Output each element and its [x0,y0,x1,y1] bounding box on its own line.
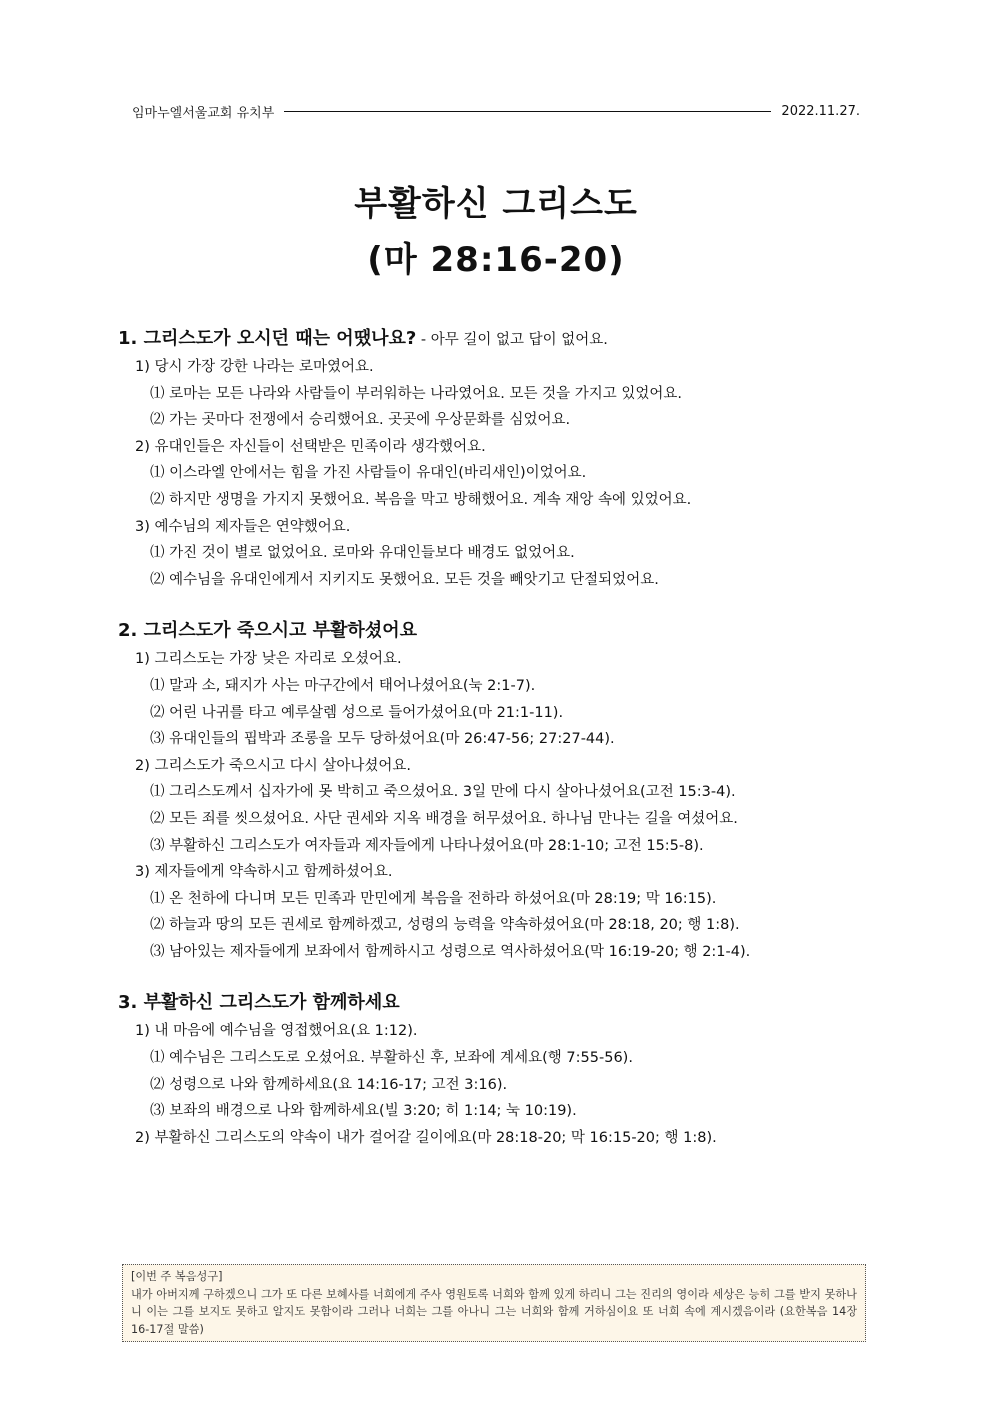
header-rule [284,111,771,112]
outline-subpoint: ⑴ 로마는 모든 나라와 사람들이 부러워하는 나라였어요. 모든 것을 가지고 있었어요. [150,385,683,402]
outline-subpoint: ⑵ 성령으로 나와 함께하세요(요 14:16-17; 고전 3:16). [150,1076,508,1093]
outline-subpoint: ⑶ 부활하신 그리스도가 여자들과 제자들에게 나타나셨어요(마 28:1-10; 고전 15:5-8). [150,837,704,854]
outline-subpoint: ⑵ 어린 나귀를 타고 예루살렘 성으로 들어가셨어요(마 21:1-11). [150,704,564,721]
outline-subpoint: ⑴ 예수님은 그리스도로 오셨어요. 부활하신 후, 보좌에 계세요(행 7:55-56). [150,1050,633,1067]
header-date: 2022.11.27. [781,103,860,119]
outline-subpoint: ⑴ 그리스도께서 십자가에 못 박히고 죽으셨어요. 3일 만에 다시 살아나셨어요(고전 15:3-4). [150,784,736,801]
outline-subpoint: ⑶ 남아있는 제자들에게 보좌에서 함께하시고 성령으로 역사하셨어요(막 16:19-20; 행 2:1-4). [150,943,751,960]
outline-subpoint: ⑶ 유대인들의 핍박과 조롱을 모두 당하셨어요(마 26:47-56; 27:27-44). [150,731,615,748]
outline-subpoint: ⑵ 가는 곳마다 전쟁에서 승리했어요. 곳곳에 우상문화를 심었어요. [150,412,571,429]
outline-subpoint: ⑴ 가진 것이 별로 없었어요. 로마와 유대인들보다 배경도 없었어요. [150,545,575,562]
section-title: 2. 그리스도가 죽으시고 부활하셨어요 [118,620,417,642]
section-heading [118,988,878,1018]
outline-subpoint: ⑵ 예수님을 유대인에게서 지키지도 못했어요. 모든 것을 빼앗기고 단절되었어요. [150,571,659,588]
section-note: - 아무 길이 없고 답이 없어요. [416,332,608,348]
section-heading [118,616,878,646]
outline-point: 1) 당시 가장 강한 나라는 로마였어요. [135,359,374,375]
church-name: 임마누엘서울교회 유치부 [132,105,275,121]
outline-section [118,988,878,1151]
outline-subpoint: ⑴ 이스라엘 안에서는 힘을 가진 사람들이 유대인(바리새인)이었어요. [150,465,587,482]
outline-subpoint: ⑴ 온 천하에 다니며 모든 민족과 만민에게 복음을 전하라 하셨어요(마 28:19; 막 16:15). [150,890,717,907]
outline-point: 2) 부활하신 그리스도의 약속이 내가 걸어갈 길이에요(마 28:18-20; 막 16:15-20; 행 1:8). [135,1129,717,1146]
section-title: 1. 그리스도가 오시던 때는 어땠나요? [118,328,417,349]
outline-point: 1) 그리스도는 가장 낮은 자리로 오셨어요. [135,651,402,668]
sermon-title: 부활하신 그리스도 [354,184,638,224]
memory-verse-title: [이번 주 복음성구] [131,1270,223,1283]
outline-subpoint: ⑶ 보좌의 배경으로 나와 함께하세요(빌 3:20; 히 1:14; 눅 10:19). [150,1103,577,1120]
outline-point: 3) 예수님의 제자들은 연약했어요. [135,518,351,535]
sermon-outline [118,324,878,1174]
outline-subpoint: ⑵ 모든 죄를 씻으셨어요. 사단 권세와 지옥 배경을 허무셨어요. 하나님 만나는 길을 여셨어요. [150,810,738,827]
outline-subpoint: ⑵ 하지만 생명을 가지지 못했어요. 복음을 막고 방해했어요. 계속 재앙 속에 있었어요. [150,491,692,508]
outline-subpoint: ⑴ 말과 소, 돼지가 사는 마구간에서 태어나셨어요(눅 2:1-7). [150,677,536,694]
memory-verse-text: 내가 아버지께 구하겠으니 그가 또 다른 보혜사를 너희에게 주사 영원토록 너희와 함께 있게 하리니 그는 진리의 영이라 세상은 능히 그를 받지 못하나니 이는 그를 보지도 못하고 알지도 못함이라 그러나 너희는 그를 아나니 그는 너희와 함께 거하심이요 또 너희 속에 계시겠음이라 (요한복음 14장 16-17절 말씀) [131,1287,857,1336]
outline-subpoint: ⑵ 하늘과 땅의 모든 권세로 함께하겠고, 성령의 능력을 약속하셨어요(마 28:18, 20; 행 1:8). [150,917,740,934]
outline-point: 1) 내 마음에 예수님을 영접했어요(요 1:12). [135,1023,418,1040]
outline-point: 2) 유대인들은 자신들이 선택받은 민족이라 생각했어요. [135,438,486,455]
scripture-reference: (마 28:16-20) [367,240,625,280]
memory-verse-box [122,1264,866,1342]
outline-section [118,324,878,593]
section-title: 3. 부활하신 그리스도가 함께하세요 [118,992,400,1014]
outline-point: 3) 제자들에게 약속하시고 함께하셨어요. [135,864,393,881]
section-heading [118,324,878,354]
outline-point: 2) 그리스도가 죽으시고 다시 살아나셨어요. [135,757,412,774]
outline-section [118,616,878,965]
page-header [132,100,860,122]
